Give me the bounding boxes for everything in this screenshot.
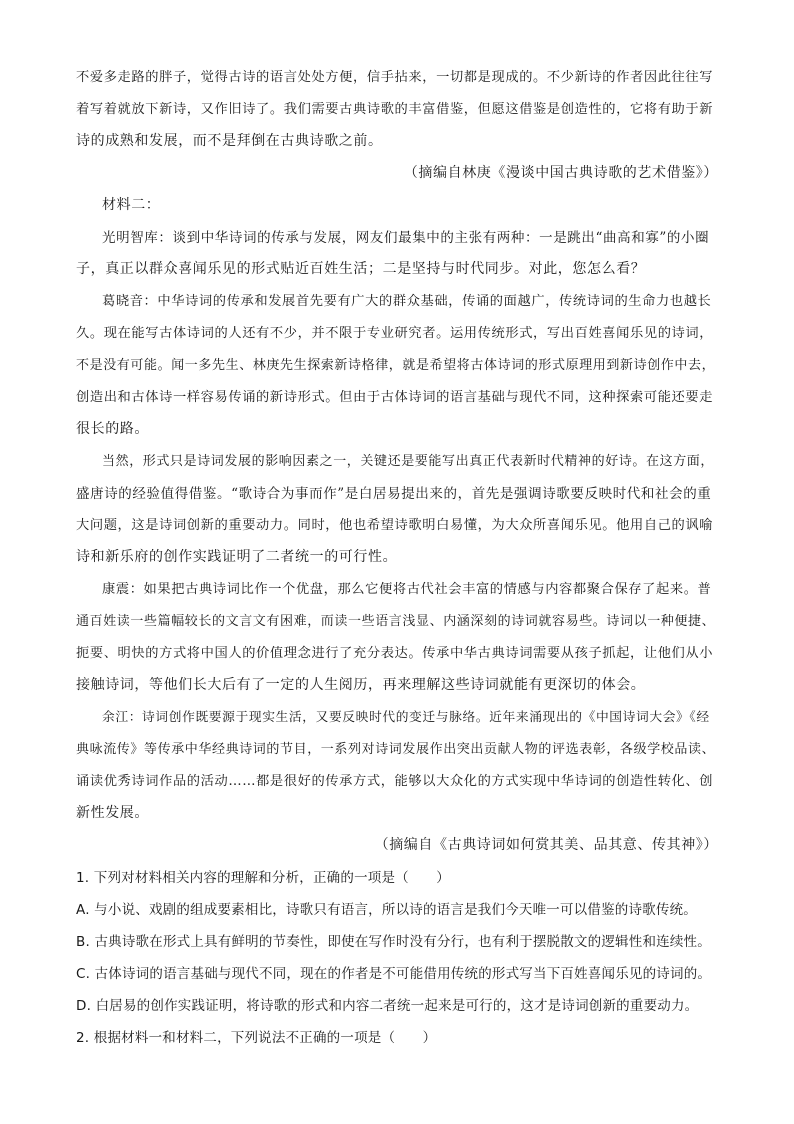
source-citation-1: （摘编自林庚《漫谈中国古典诗歌的艺术借鉴》）	[403, 165, 718, 181]
source-citation-2: （摘编自《古典诗词如何赏其美、品其意、传其神》）	[374, 837, 718, 853]
material1-line: 着写着就放下新诗，又作旧诗了。我们需要古典诗歌的丰富借鉴，但愿这借鉴是创造性的，它将有助于新	[76, 102, 714, 117]
paragraph-line: 久。现在能写古体诗词的人还有不少，并不限于专业研究者。运用传统形式，写出百姓喜闻乐见的诗词，	[76, 326, 714, 341]
paragraph-line: 通百姓读一些篇幅较长的文言文有困难，而读一些语言浅显、内涵深刻的诗词就容易些。诗词以一种便捷、	[76, 614, 716, 629]
question-1-stem: 1. 下列对材料相关内容的理解和分析，正确的一项是（ ）	[76, 870, 450, 886]
paragraph-line: 葛晓音：中华诗词的传承和发展首先要有广大的群众基础，传诵的面越广，传统诗词的生命力也越长	[102, 294, 712, 309]
paragraph-line: 康震：如果把古典诗词比作一个优盘，那么它便将古代社会丰富的情感与内容都聚合保存了起来。普	[102, 582, 712, 597]
paragraph-line: 很长的路。	[76, 421, 149, 437]
paragraph-line: 新性发展。	[76, 805, 149, 821]
question-1-option-d: D. 白居易的创作实践证明，将诗歌的形式和内容二者统一起来是可行的，这才是诗词创新的重要动力。	[76, 998, 699, 1014]
paragraph-line: 不是没有可能。闻一多先生、林庚先生探索新诗格律，就是希望将古体诗词的形式原理用到新诗创作中去，	[76, 358, 716, 373]
paragraph-line: 诗和新乐府的创作实践证明了二者统一的可行性。	[76, 549, 398, 565]
paragraph-line: 大问题，这是诗词创新的重要动力。同时，他也希望诗歌明白易懂，为大众所喜闻乐见。他用自己的讽喻	[76, 518, 714, 533]
question-2-stem: 2. 根据材料一和材料二，下列说法不正确的一项是（ ）	[76, 1030, 437, 1046]
paragraph-line: 余江：诗词创作既要源于现实生活，又要反映时代的变迁与脉络。近年来涌现出的《中国诗词大会》《经	[102, 710, 710, 725]
paragraph-line: 子，真正以群众喜闻乐见的形式贴近百姓生活；二是坚持与时代同步。对此，您怎么看？	[76, 261, 646, 277]
paragraph-line: 光明智库：谈到中华诗词的传承与发展，网友们最集中的主张有两种：一是跳出“曲高和寡”的小圈	[102, 230, 710, 246]
question-1-option-b: B. 古典诗歌在形式上具有鲜明的节奏性，即使在写作时没有分行，也有利于摆脱散文的逻辑性和连续性。	[76, 934, 711, 950]
material1-line: 诗的成熟和发展，而不是拜倒在古典诗歌之前。	[76, 133, 383, 149]
paragraph-line: 创造出和古体诗一样容易传诵的新诗形式。但由于古体诗词的语言基础与现代不同，这种探索可能还要走	[76, 390, 714, 405]
question-1-option-c: C. 古体诗词的语言基础与现代不同，现在的作者是不可能借用传统的形式写当下百姓喜闻乐见的诗词的。	[76, 966, 712, 982]
paragraph-line: 扼要、明快的方式将中国人的价值理念进行了充分表达。传承中华古典诗词需要从孩子抓起，让他们从小	[76, 646, 714, 661]
paragraph-line: 当然，形式只是诗词发展的影响因素之一，关键还是要能写出真正代表新时代精神的好诗。在这方面，	[102, 454, 715, 469]
paragraph-line: 典咏流传》等传承中华经典诗词的节目，一系列对诗词发展作出突出贡献人物的评选表彰，各级学校品读、	[76, 742, 716, 757]
paragraph-line: 盛唐诗的经验值得借鉴。“歌诗合为事而作”是白居易提出来的，首先是强调诗歌要反映时代和社会的重	[76, 486, 712, 502]
question-1-option-a: A. 与小说、戏剧的组成要素相比，诗歌只有语言，所以诗的语言是我们今天唯一可以借鉴的诗歌传统。	[76, 902, 697, 918]
paragraph-line: 接触诗词，等他们长大后有了一定的人生阅历，再来理解这些诗词就能有更深切的体会。	[76, 677, 646, 693]
material1-line: 不爱多走路的胖子，觉得古诗的语言处处方便，信手拈来，一切都是现成的。不少新诗的作者因此往往写	[76, 70, 714, 85]
material2-heading: 材料二：	[102, 197, 161, 213]
paragraph-line: 诵读优秀诗词作品的活动……都是很好的传承方式，能够以大众化的方式实现中华诗词的创造性转化、创	[76, 774, 714, 789]
